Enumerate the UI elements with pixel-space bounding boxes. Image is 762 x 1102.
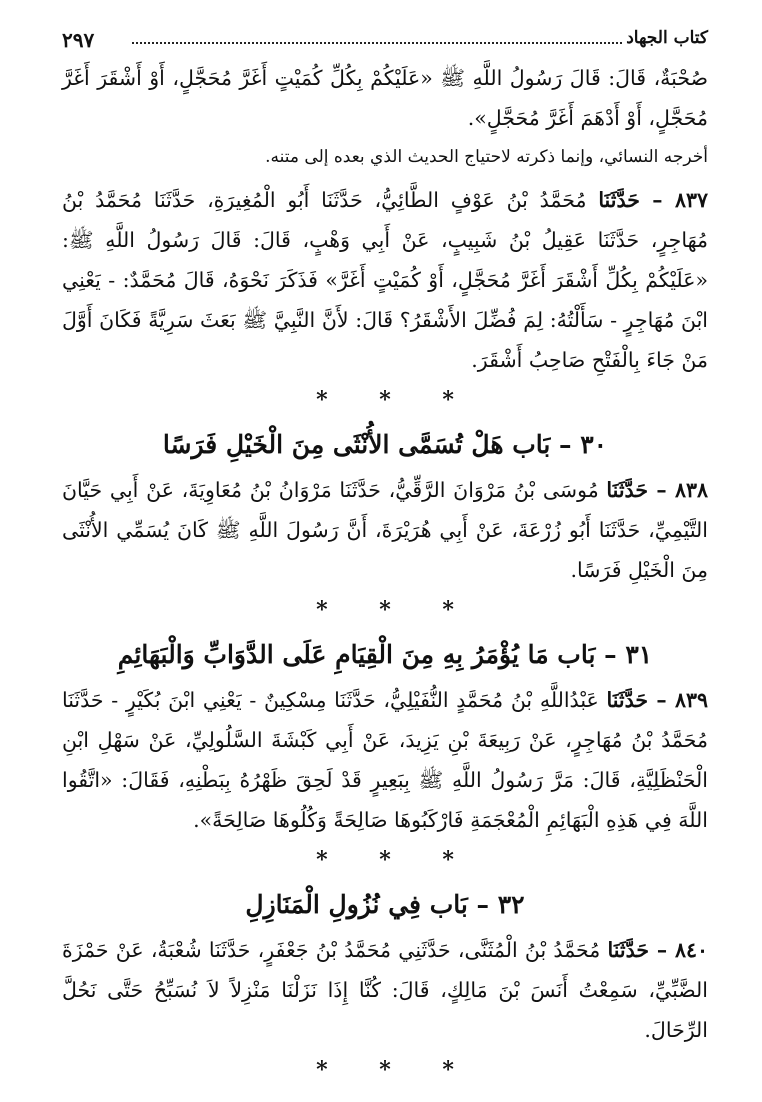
hadith-number: ٨٤٠ – حَدَّثَنَا [607,938,708,962]
hadith-837 [62,180,708,380]
hadith-840 [62,930,708,1050]
hadith-number: ٨٣٨ – حَدَّثَنَا [606,478,708,502]
book-title: كتاب الجهاد [620,28,708,48]
hadith-text: مُوسَى بْنُ مَرْوَانَ الرَّقِّيُّ، حَدَّثَنَا مَرْوَانُ بْنُ مُعَاوِيَةَ، عَنْ أَبِي حَيَّانَ التَّيْمِيِّ، حَدَّثَنَا أَبُو زُرْعَةَ، عَنْ أَبِي هُرَيْرَةَ، أَنَّ رَسُولَ اللَّهِ ﷺ كَانَ يُسَمِّي الأُنْثَى مِنَ الْخَيْلِ فَرَسًا. [62,478,708,582]
section-separator: * * * [316,387,476,413]
editor-note: أخرجه النسائي، وإنما ذكرته لاحتياج الحديث الذي بعده إلى متنه. [265,147,708,167]
book-page [62,28,708,1090]
section-separator: * * * [316,597,476,623]
hadith-number: ٨٣٩ – حَدَّثَنَا [606,688,708,712]
chapter-title-30: ٣٠ – بَاب هَلْ تُسَمَّى الأُنْثَى مِنَ الْخَيْلِ فَرَسًا [162,430,608,459]
page-number: ٢٩٧ [62,28,100,52]
hadith-text: مُحَمَّدُ بْنُ عَوْفٍ الطَّائِيُّ، حَدَّثَنَا أَبُو الْمُغِيرَةِ، حَدَّثَنَا مُحَمَّدُ بْنُ مُهَاجِرٍ، حَدَّثَنَا عَقِيلُ بْنُ شَبِيبٍ، عَنْ أَبِي وَهْبٍ، قَالَ: قَالَ رَسُولُ اللَّهِ ﷺ: «عَلَيْكُمْ بِكُلِّ أَشْقَرَ أَغَرَّ مُحَجَّلٍ، أَوْ كُمَيْتٍ أَغَرَّ» فَذَكَرَ نَحْوَهُ، قَالَ مُحَمَّدٌ: - يَعْنِي ابْنَ مُهَاجِرٍ - سَأَلْتُهُ: لِمَ فُضِّلَ الأَشْقَرُ؟ قَالَ: لأَنَّ النَّبِيَّ ﷺ بَعَثَ سَرِيَّةً فَكَانَ أَوَّلَ مَنْ جَاءَ بِالْفَتْحِ صَاحِبُ أَشْقَرَ. [62,188,708,372]
chapter-title-31: ٣١ – بَاب مَا يُؤْمَرُ بِهِ مِنَ الْقِيَامِ عَلَى الدَّوَابِّ وَالْبَهَائِمِ [117,640,653,669]
section-separator: * * * [316,847,476,873]
hadith-836-continuation: صُحْبَةٌ، قَالَ: قَالَ رَسُولُ اللَّهِ ﷺ «عَلَيْكُمْ بِكُلِّ كُمَيْتٍ أَغَرَّ مُحَجَّلٍ، أَوْ أَشْقَرَ أَغَرَّ مُحَجَّلٍ، أَوْ أَدْهَمَ أَغَرَّ مُحَجَّلٍ». [62,66,708,130]
hadith-text: مُحَمَّدُ بْنُ الْمُثَنَّى، حَدَّثَنِي مُحَمَّدُ بْنُ جَعْفَرٍ، حَدَّثَنَا شُعْبَةُ، عَنْ حَمْزَةَ الضَّبِّيِّ، سَمِعْتُ أَنَسَ بْنَ مَالِكٍ، قَالَ: كُنَّا إِذَا نَزَلْنَا مَنْزِلاً لاَ نُسَبِّحُ حَتَّى نَحُلَّ الرِّحَالَ. [62,938,708,1042]
hadith-text: عَبْدُاللَّهِ بْنُ مُحَمَّدٍ النُّفَيْلِيُّ، حَدَّثَنَا مِسْكِينٌ - يَعْنِي ابْنَ بُكَيْرٍ - حَدَّثَنَا مُحَمَّدُ بْنُ مُهَاجِرٍ، عَنْ رَبِيعَةَ بْنِ يَزِيدَ، عَنْ أَبِي كَبْشَةَ السَّلُولِيِّ، عَنْ سَهْلِ ابْنِ الْحَنْظَلِيَّةِ، قَالَ: مَرَّ رَسُولُ اللَّهِ ﷺ بِبَعِيرٍ قَدْ لَحِقَ ظَهْرُهُ بِبَطْنِهِ، فَقَالَ: «اتَّقُوا اللَّهَ فِي هَذِهِ الْبَهَائِمِ الْمُعْجَمَةِ فَارْكَبُوهَا صَالِحَةً وَكُلُوهَا صَالِحَةً». [62,688,708,832]
page-body [62,58,708,1090]
dotted-leader [132,42,622,44]
chapter-title-32: ٣٢ – بَاب فِي نُزُولِ الْمَنَازِلِ [245,890,525,919]
hadith-number: ٨٣٧ – حَدَّثَنَا [598,188,708,212]
hadith-839 [62,680,708,840]
running-header [62,28,708,58]
section-separator: * * * [316,1057,476,1083]
hadith-838 [62,470,708,590]
